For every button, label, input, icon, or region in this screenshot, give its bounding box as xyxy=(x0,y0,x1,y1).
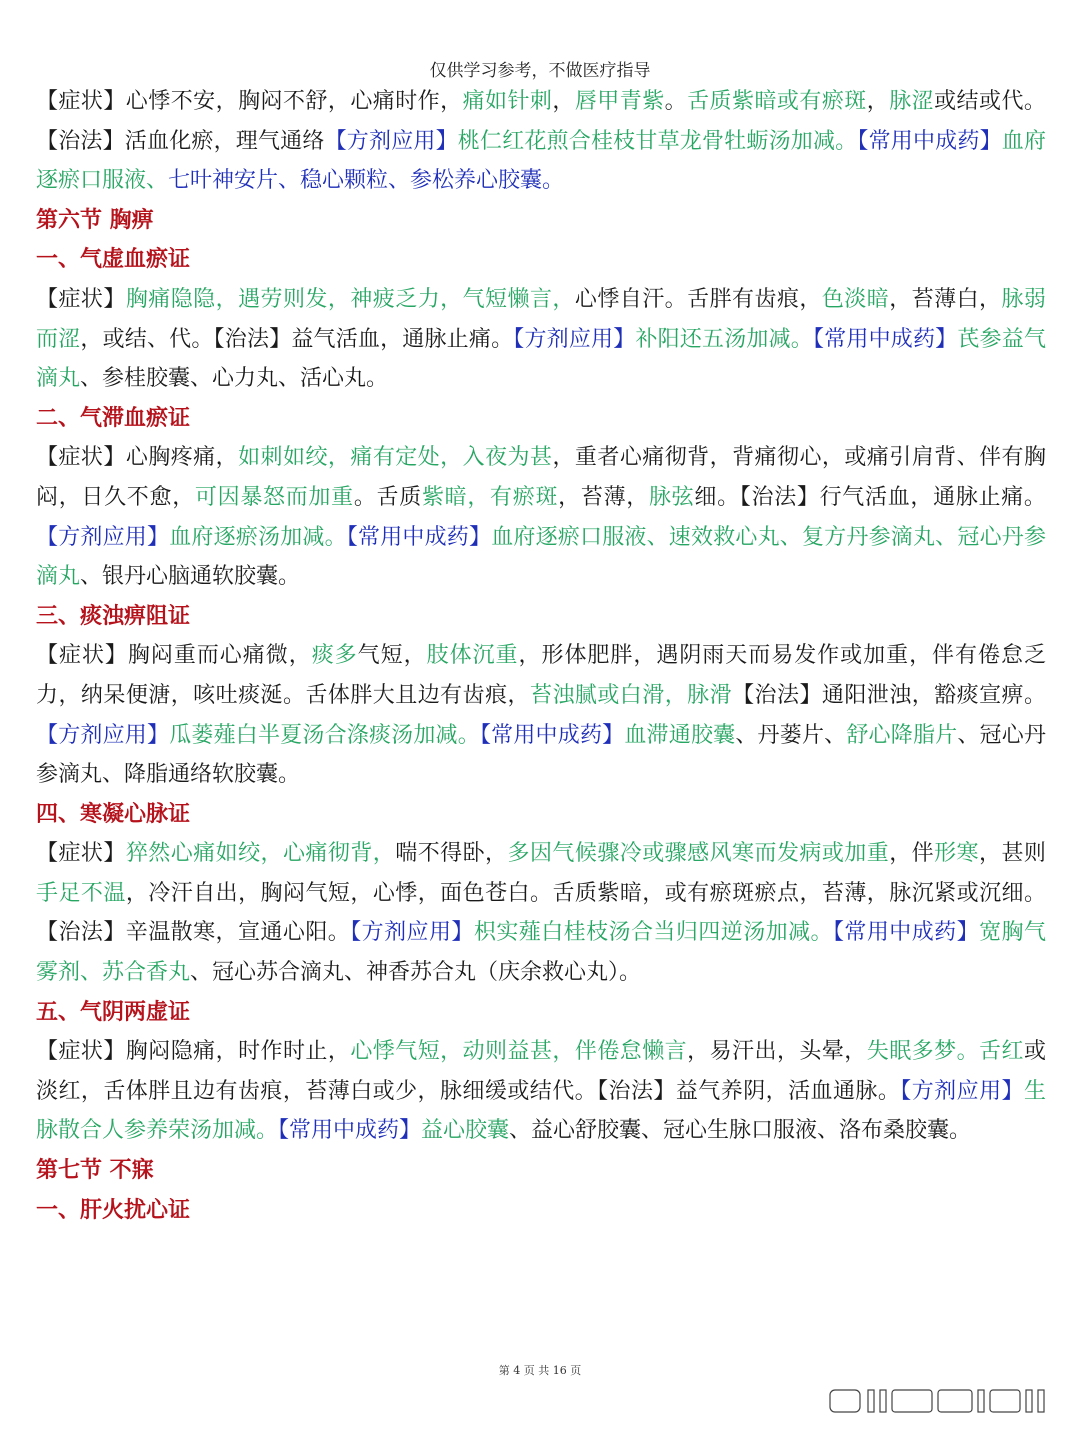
highlight-blue-text: 七叶神安片、稳心颗粒、参松养心胶囊。 xyxy=(168,168,565,194)
body-paragraph xyxy=(36,438,1046,596)
highlight-green-text: 猝然心痛如绞，心痛彻背， xyxy=(125,841,396,867)
highlight-green-text: 色淡暗 xyxy=(821,286,890,312)
body-text: 、银丹心脑通软胶囊。 xyxy=(80,564,301,590)
body-paragraph xyxy=(36,834,1046,992)
body-text: 【症状】胸闷隐痛，时作时止， xyxy=(36,1039,351,1065)
body-text: ，苔薄， xyxy=(558,484,649,510)
body-text: 【症状】心胸疼痛， xyxy=(36,445,239,471)
highlight-green-text: 血滞通胶囊 xyxy=(624,722,736,748)
highlight-green-text: 可因暴怒而加重 xyxy=(194,484,354,510)
highlight-blue-text: 【常用中成药】 xyxy=(832,920,980,946)
section-heading: 第六节 胸痹 xyxy=(36,207,154,233)
highlight-green-text: 补阳还五汤加减。 xyxy=(635,326,813,352)
body-text: ， xyxy=(866,89,890,114)
highlight-green-text: 舒心降脂片 xyxy=(846,722,958,748)
highlight-green-text: 痛如针刺 xyxy=(462,89,553,114)
disclaimer-header: 仅供学习参考，不做医疗指导 xyxy=(429,61,651,81)
body-paragraph xyxy=(36,280,1046,399)
body-paragraph xyxy=(36,636,1046,794)
highlight-blue-text: 【方剂应用】 xyxy=(36,524,170,550)
highlight-blue-text: 【方剂应用】 xyxy=(513,326,636,352)
highlight-green-text: 脉弦 xyxy=(648,484,695,510)
body-text: 、参桂胶囊、心力丸、活心丸。 xyxy=(80,366,389,392)
body-text: 、益心舒胶囊、冠心生脉口服液、洛布桑胶囊。 xyxy=(509,1118,972,1144)
highlight-green-text: 宽胸气雾剂、苏合香丸 xyxy=(36,920,1046,986)
section-heading: 五、气阴两虚证 xyxy=(36,999,191,1025)
platform-watermark-logo xyxy=(828,1386,1058,1416)
highlight-green-text: 如刺如绞，痛有定处，入夜为甚 xyxy=(238,445,553,471)
highlight-green-text: 肢体沉重 xyxy=(426,643,519,669)
body-text: 心悸自汗。舌胖有齿痕， xyxy=(574,286,822,312)
body-text: ，甚则 xyxy=(979,841,1046,867)
highlight-blue-text: 【常用中成药】 xyxy=(278,1118,422,1144)
highlight-green-text: 苔浊腻或白滑，脉滑 xyxy=(529,682,733,708)
highlight-blue-text: 【常用中成药】 xyxy=(346,524,492,550)
document-body xyxy=(36,82,1046,1230)
body-text: 、丹蒌片、 xyxy=(735,722,847,748)
highlight-green-text: 舌质紫暗或有瘀斑 xyxy=(687,89,867,114)
body-text: ，冷汗自出，胸闷气短，心悸，面色苍白。舌质紫暗，或有瘀斑瘀点，苔薄，脉沉紧或沉细。【治法】辛温散寒，宣通心阳。 xyxy=(36,880,1046,946)
body-text: 细。【治法】行气活血，通脉止痛。 xyxy=(694,484,1046,510)
body-text: 【治法】通阳泄浊，豁痰宣痹。 xyxy=(732,682,1046,708)
body-paragraph xyxy=(36,1032,1046,1151)
body-text: 气短， xyxy=(357,643,427,669)
section-heading: 四、寒凝心脉证 xyxy=(36,801,191,827)
body-text: 或淡红，舌体胖且边有齿痕，苔薄白或少，脉细缓或结代。【治法】益气养阴，活血通脉。 xyxy=(36,1039,1046,1104)
body-text: ，重者心痛彻背，背痛彻心，或痛引肩背、伴有胸闷，日久不愈， xyxy=(36,445,1046,510)
body-text: ， xyxy=(552,89,575,114)
body-text: ，或结、代。【治法】益气活血，通脉止痛。 xyxy=(80,326,514,352)
highlight-green-text: 桃仁红花煎合桂枝甘草龙骨牡蛎汤加减。 xyxy=(457,128,858,154)
highlight-blue-text: 【方剂应用】 xyxy=(36,722,170,748)
section-heading: 一、肝火扰心证 xyxy=(36,1197,191,1223)
highlight-green-text: 脉涩 xyxy=(889,89,935,114)
body-text: 或结或代。【治法】活血化瘀，理气通络 xyxy=(36,89,1046,154)
body-text: ，伴 xyxy=(889,841,935,867)
body-text: 【症状】 xyxy=(36,286,126,312)
highlight-green-text: 失眠多梦。舌红 xyxy=(866,1039,1024,1065)
highlight-green-text: 血府逐瘀汤加减。 xyxy=(169,524,347,550)
highlight-green-text: 枳实薤白桂枝汤合当归四逆汤加减。 xyxy=(473,920,833,946)
highlight-green-text: 芪参益气滴丸 xyxy=(36,326,1046,392)
section-heading: 三、痰浊痹阻证 xyxy=(36,603,191,629)
body-text: ，苔薄白， xyxy=(889,286,1002,312)
highlight-green-text: 瓜蒌薤白半夏汤合涤痰汤加减。 xyxy=(169,722,480,748)
section-heading: 二、气滞血瘀证 xyxy=(36,405,191,431)
highlight-green-text: 益心胶囊 xyxy=(421,1118,510,1144)
highlight-green-text: 紫暗，有瘀斑 xyxy=(421,484,559,510)
body-text: 。 xyxy=(664,89,688,114)
highlight-green-text: 痰多 xyxy=(311,643,358,669)
body-text: 、冠心丹参滴丸、降脂通络软胶囊。 xyxy=(36,722,1046,788)
body-text: 、冠心苏合滴丸、神香苏合丸（庆余救心丸）。 xyxy=(190,960,642,986)
body-text: 【症状】心悸不安，胸闷不舒，心痛时作， xyxy=(36,89,463,114)
body-text: 喘不得卧， xyxy=(395,841,508,867)
highlight-green-text: 唇甲青紫 xyxy=(574,89,665,114)
highlight-green-text: 手足不温 xyxy=(36,880,126,906)
body-text: ，形体肥胖，遇阴雨天而易发作或加重，伴有倦怠乏力，纳呆便溏，咳吐痰涎。舌体胖大且边有齿痕， xyxy=(36,643,1046,708)
highlight-green-text: 形寒 xyxy=(934,841,980,867)
page-number: 第 4 页 共 16 页 xyxy=(498,1364,582,1377)
highlight-green-text: 脉弱而涩 xyxy=(36,286,1046,352)
body-paragraph xyxy=(36,82,1046,201)
highlight-blue-text: 【方剂应用】 xyxy=(350,920,474,946)
highlight-green-text: 胸痛隐隐，遇劳则发，神疲乏力，气短懒言， xyxy=(125,286,575,312)
highlight-green-text: 血府逐瘀口服液、 xyxy=(36,128,1046,194)
highlight-green-text: 心悸气短，动则益甚，伴倦怠懒言 xyxy=(350,1039,688,1065)
highlight-blue-text: 【常用中成药】 xyxy=(813,326,958,352)
highlight-blue-text: 【常用中成药】 xyxy=(479,722,625,748)
highlight-green-text: 生脉散合人参养荣汤加减。 xyxy=(36,1078,1046,1144)
body-text: ，易汗出，头晕， xyxy=(687,1039,867,1065)
highlight-blue-text: 【方剂应用】 xyxy=(324,128,458,154)
body-text: 【症状】 xyxy=(36,841,126,867)
highlight-green-text: 血府逐瘀口服液、速效救心丸、复方丹参滴丸、冠心丹参滴丸 xyxy=(36,524,1046,590)
highlight-blue-text: 【常用中成药】 xyxy=(857,128,1002,154)
body-text: 。舌质 xyxy=(353,484,422,510)
body-text: 【症状】胸闷重而心痛微， xyxy=(36,643,312,669)
section-heading: 一、气虚血瘀证 xyxy=(36,247,191,273)
highlight-blue-text: 【方剂应用】 xyxy=(900,1078,1024,1104)
highlight-green-text: 多因气候骤冷或骤感风寒而发病或加重 xyxy=(507,841,890,867)
section-heading: 第七节 不寐 xyxy=(36,1158,154,1184)
